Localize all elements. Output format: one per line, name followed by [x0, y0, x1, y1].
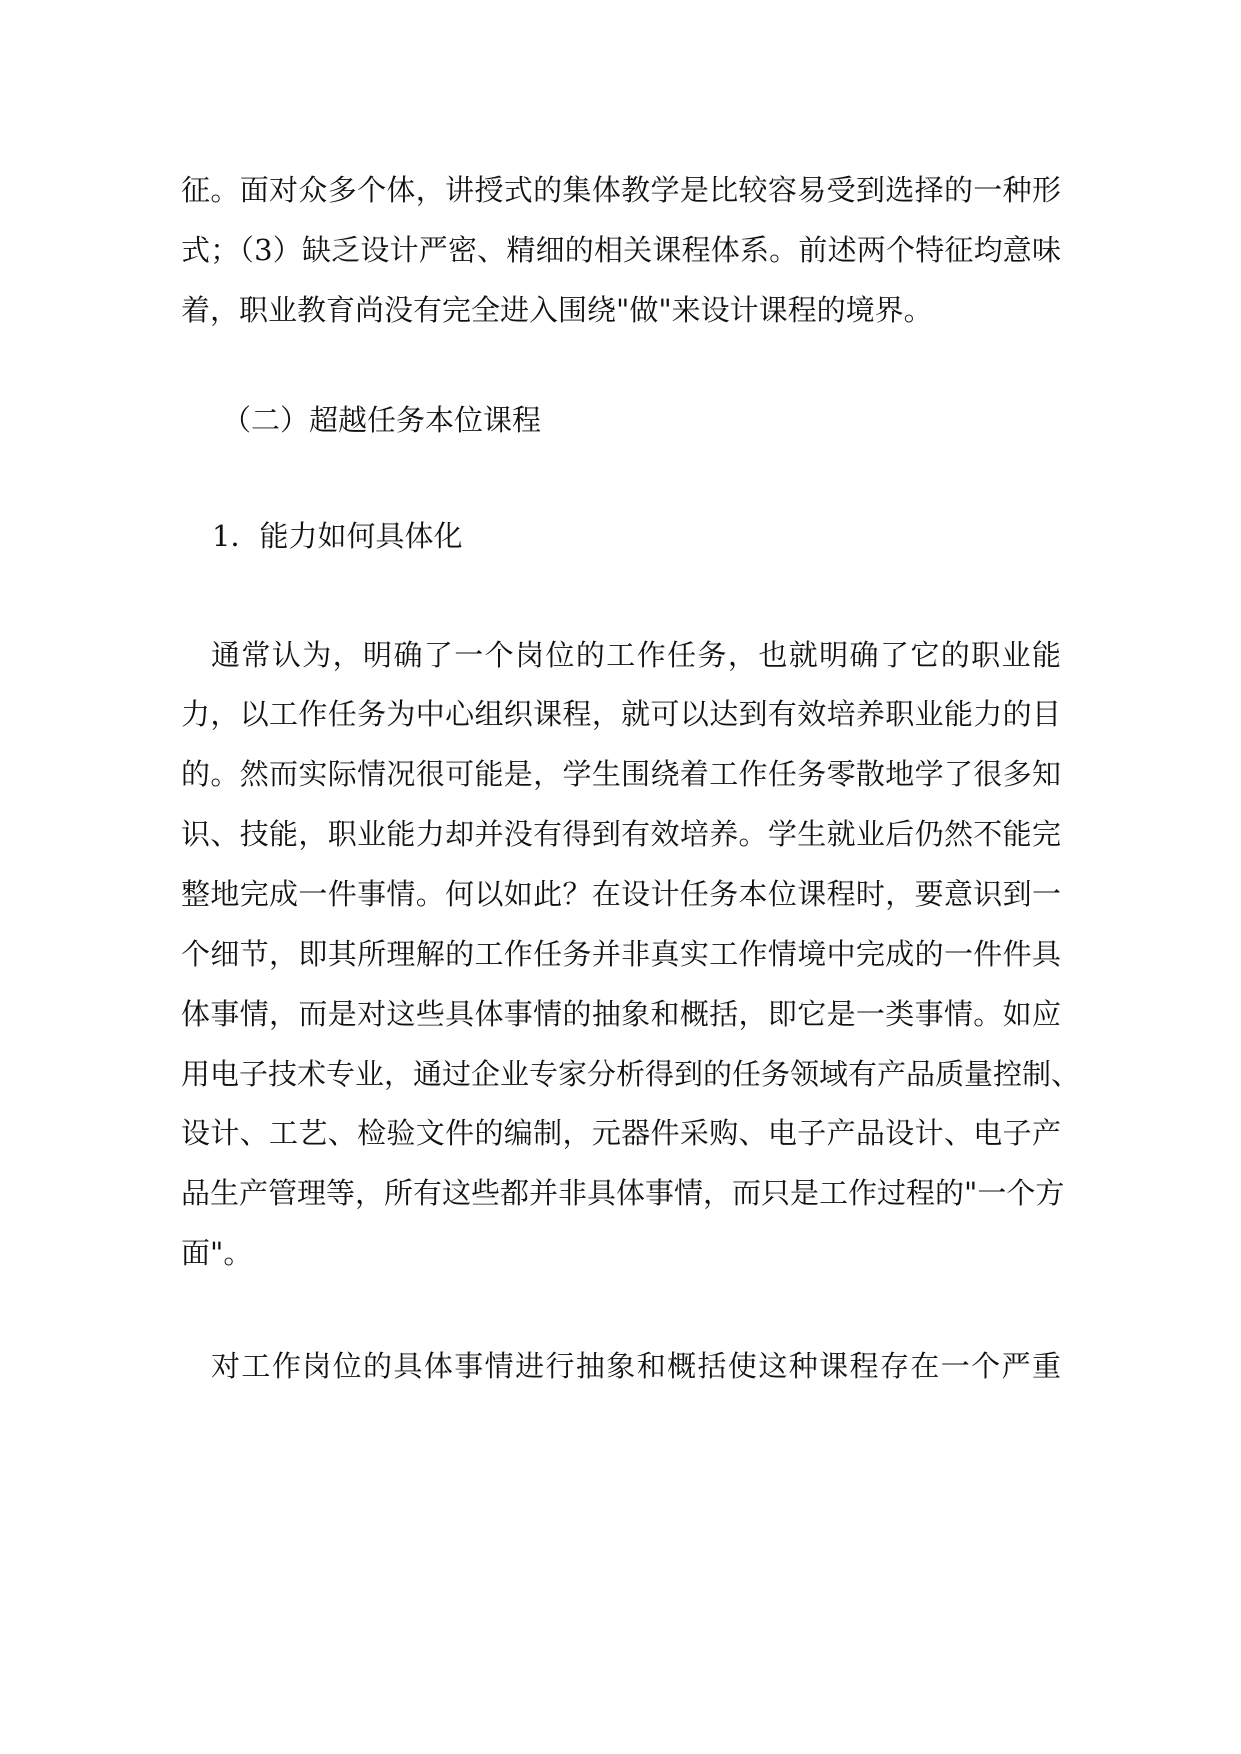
- paragraph-line: 识、技能，职业能力却并没有得到有效培养。学生就业后仍然不能完: [181, 817, 1061, 851]
- paragraph-line: 体事情，而是对这些具体事情的抽象和概括，即它是一类事情。如应: [181, 997, 1061, 1031]
- paragraph-line: 面"。: [181, 1236, 253, 1270]
- subsection-heading: 1．能力如何具体化: [212, 519, 463, 553]
- section-heading: （二）超越任务本位课程: [222, 403, 542, 437]
- paragraph-line: 力，以工作任务为中心组织课程，就可以达到有效培养职业能力的目: [181, 697, 1061, 731]
- paragraph-line: 对工作岗位的具体事情进行抽象和概括使这种课程存在一个严重: [211, 1349, 1061, 1383]
- paragraph-line: 着，职业教育尚没有完全进入围绕"做"来设计课程的境界。: [181, 293, 933, 327]
- paragraph-line: 通常认为，明确了一个岗位的工作任务，也就明确了它的职业能: [211, 638, 1061, 672]
- paragraph-line: 的。然而实际情况很可能是，学生围绕着工作任务零散地学了很多知: [181, 757, 1061, 791]
- paragraph-line: 式；（3）缺乏设计严密、精细的相关课程体系。前述两个特征均意味: [181, 233, 1061, 267]
- paragraph-line: 整地完成一件事情。何以如此？在设计任务本位课程时，要意识到一: [181, 877, 1061, 911]
- paragraph-line: 用电子技术专业，通过企业专家分析得到的任务领域有产品质量控制、: [181, 1057, 1081, 1091]
- paragraph-line: 品生产管理等，所有这些都并非具体事情，而只是工作过程的"一个方: [181, 1176, 1065, 1210]
- paragraph-line: 征。面对众多个体，讲授式的集体教学是比较容易受到选择的一种形: [181, 173, 1061, 207]
- paragraph-line: 个细节，即其所理解的工作任务并非真实工作情境中完成的一件件具: [181, 937, 1061, 971]
- paragraph-line: 设计、工艺、检验文件的编制，元器件采购、电子产品设计、电子产: [181, 1116, 1061, 1150]
